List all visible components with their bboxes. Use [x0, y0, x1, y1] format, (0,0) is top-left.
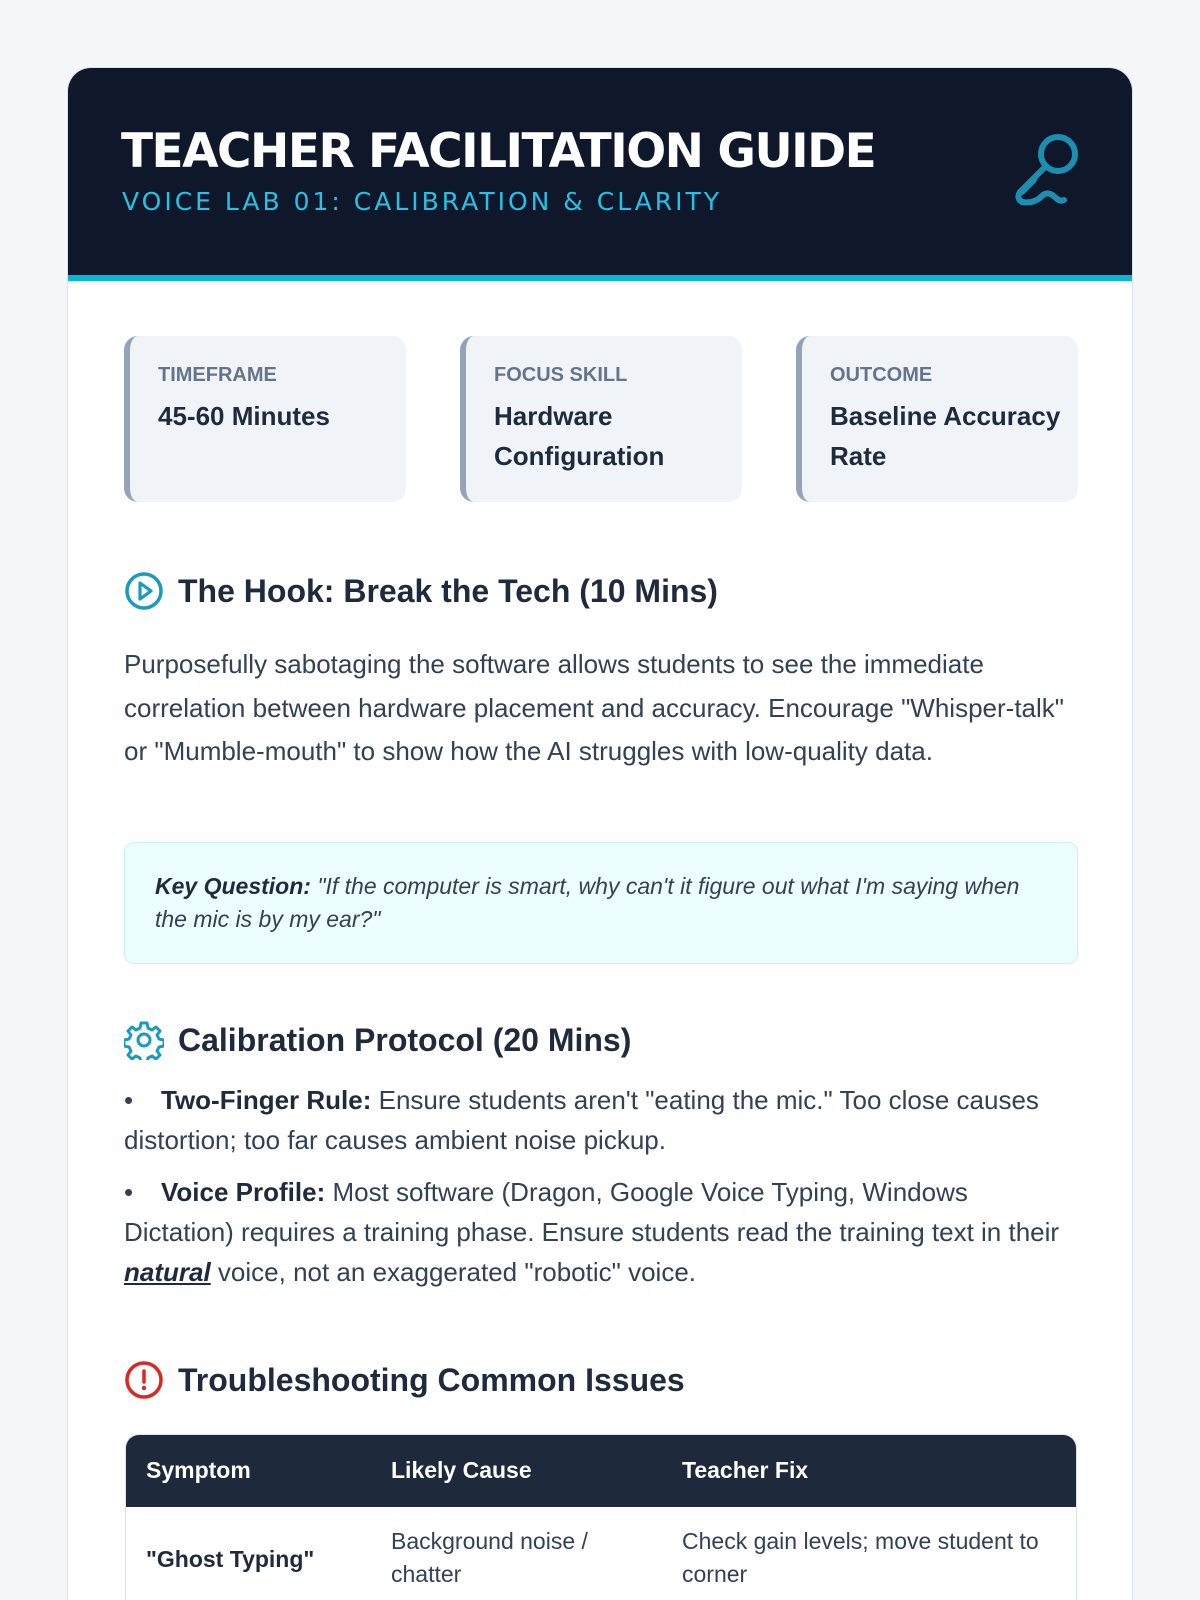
- play-circle-icon: [124, 571, 164, 611]
- list-item: • Two-Finger Rule: Ensure students aren't "eating the mic." Too close causes distortion; too far causes ambient noise pickup.: [124, 1085, 1039, 1155]
- meta-label: TIMEFRAME: [158, 364, 277, 386]
- microphone-icon: [1012, 132, 1080, 208]
- section-title-text: The Hook: Break the Tech (10 Mins): [178, 572, 718, 609]
- meta-label: FOCUS SKILL: [494, 364, 628, 386]
- section-title-text: Troubleshooting Common Issues: [178, 1361, 685, 1398]
- hook-paragraph: Purposefully sabotaging the software allows students to see the immediate correlation between hardware placement and accuracy. Encourage "Whisper-talk" or "Mumble-mouth" to show how the AI struggles with low-quality data.: [124, 649, 1065, 766]
- meta-focus-skill: [460, 336, 742, 502]
- key-question-callout: [124, 842, 1078, 964]
- list-item: • Voice Profile: Most software (Dragon, Google Voice Typing, Windows Dictation) requires a training phase. Ensure students read the training text in their natural voice, not an exaggerated "robotic" voice.: [124, 1177, 1060, 1287]
- guide-card: [67, 67, 1133, 1600]
- bullet-emphasis: natural: [124, 1257, 211, 1287]
- column-header: Likely Cause: [391, 1457, 532, 1483]
- alert-circle-icon: [124, 1360, 164, 1400]
- meta-outcome: [796, 336, 1078, 502]
- meta-value: 45-60 Minutes: [158, 401, 330, 431]
- callout-label: Key Question:: [155, 873, 311, 899]
- section-hook-title: [124, 571, 718, 611]
- calibration-list: [124, 1080, 1084, 1304]
- meta-label: OUTCOME: [830, 364, 933, 386]
- page-title: TEACHER FACILITATION GUIDE: [121, 124, 876, 179]
- section-title-text: Calibration Protocol (20 Mins): [178, 1021, 632, 1058]
- section-troubleshooting-title: [124, 1360, 685, 1400]
- column-header: Symptom: [146, 1457, 251, 1483]
- meta-value: Hardware Configuration: [494, 401, 665, 471]
- callout-text: "If the computer is smart, why can't it figure out what I'm saying when the mic is by my ear?": [155, 873, 1020, 932]
- cell-fix: Check gain levels; move student to corner: [682, 1528, 1039, 1587]
- meta-row: [124, 336, 1078, 502]
- table-header: [126, 1435, 1076, 1507]
- meta-value: Baseline Accuracy Rate: [830, 401, 1061, 471]
- cell-symptom: "Ghost Typing": [146, 1546, 315, 1572]
- troubleshooting-table: [125, 1434, 1077, 1600]
- section-calibration-title: [124, 1020, 631, 1060]
- meta-timeframe: [124, 336, 406, 502]
- header: [68, 68, 1132, 281]
- page-subtitle: VOICE LAB 01: CALIBRATION & CLARITY: [122, 187, 723, 216]
- bullet-text: Ensure students aren't "eating the mic." Too close causes distortion; too far causes ambient noise pickup.: [124, 1085, 1039, 1155]
- column-header: Teacher Fix: [682, 1457, 809, 1483]
- gear-icon: [124, 1020, 164, 1060]
- bullet-text-after: voice, not an exaggerated "robotic" voice.: [217, 1257, 697, 1287]
- table-row: [126, 1507, 1076, 1600]
- bullet-label: Voice Profile:: [161, 1177, 326, 1207]
- cell-cause: Background noise / chatter: [391, 1528, 588, 1587]
- bullet-label: Two-Finger Rule:: [161, 1085, 372, 1115]
- bullet-text: Most software (Dragon, Google Voice Typing, Windows Dictation) requires a training phase. Ensure students read the training text in their: [124, 1177, 1060, 1247]
